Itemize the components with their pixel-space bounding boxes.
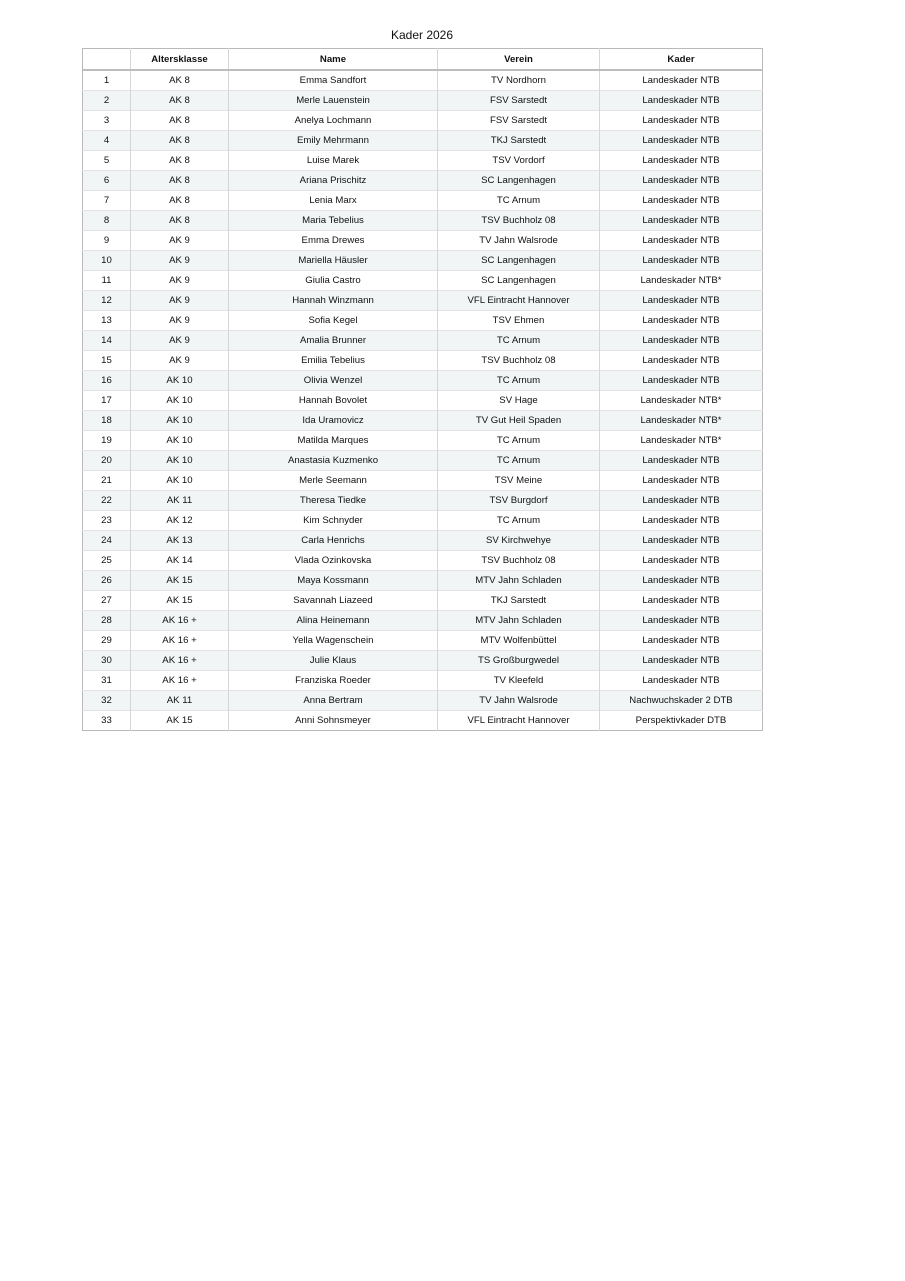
cell-name: Alina Heinemann xyxy=(229,611,438,631)
table-row xyxy=(83,691,763,711)
table-row xyxy=(83,511,763,531)
cell-altersklasse: AK 9 xyxy=(131,251,229,271)
cell-verein: FSV Sarstedt xyxy=(438,111,600,131)
cell-name: Anastasia Kuzmenko xyxy=(229,451,438,471)
cell-kader: Landeskader NTB xyxy=(600,211,763,231)
cell-name: Luise Marek xyxy=(229,151,438,171)
cell-kader: Landeskader NTB xyxy=(600,631,763,651)
cell-verein: TSV Ehmen xyxy=(438,311,600,331)
cell-nr: 25 xyxy=(101,555,112,566)
cell-verein: TV Gut Heil Spaden xyxy=(438,411,600,431)
cell-verein: TSV Buchholz 08 xyxy=(438,351,600,371)
cell-altersklasse: AK 9 xyxy=(131,291,229,311)
cell-nr: 32 xyxy=(83,691,131,711)
cell-verein: MTV Jahn Schladen xyxy=(438,611,600,631)
table-row xyxy=(83,251,763,271)
cell-nr: 1 xyxy=(103,75,110,86)
cell-nr: 24 xyxy=(83,531,131,551)
cell-name: Olivia Wenzel xyxy=(229,371,438,391)
table-header-row xyxy=(83,49,763,71)
cell-altersklasse: AK 9 xyxy=(131,331,229,351)
cell-verein: TC Arnum xyxy=(438,331,600,351)
cell-name: Matilda Marques xyxy=(229,431,438,451)
column-header-altersklasse: Altersklasse xyxy=(131,49,229,71)
table-row xyxy=(83,331,763,351)
cell-name: Anna Bertram xyxy=(229,691,438,711)
document-title: Kader 2026 xyxy=(390,28,454,42)
table-row xyxy=(83,531,763,551)
table-row xyxy=(83,91,763,111)
cell-verein: VFL Eintracht Hannover xyxy=(438,711,600,731)
cell-kader: Landeskader NTB xyxy=(600,171,763,191)
cell-altersklasse: AK 16 + xyxy=(131,651,229,671)
cell-name: Amalia Brunner xyxy=(229,331,438,351)
cell-nr: 27 xyxy=(101,595,112,606)
cell-kader: Landeskader NTB xyxy=(600,351,763,371)
cell-altersklasse: AK 10 xyxy=(131,451,229,471)
cell-verein: TC Arnum xyxy=(438,431,600,451)
cell-altersklasse: AK 10 xyxy=(131,391,229,411)
cell-altersklasse: AK 15 xyxy=(131,711,229,731)
table-row xyxy=(83,111,763,131)
cell-name: Carla Henrichs xyxy=(229,531,438,551)
cell-verein: TKJ Sarstedt xyxy=(438,591,600,611)
cell-name: Merle Seemann xyxy=(229,471,438,491)
cell-name: Sofia Kegel xyxy=(229,311,438,331)
table-row xyxy=(83,311,763,331)
cell-nr: 6 xyxy=(83,171,131,191)
table-row xyxy=(83,471,763,491)
cell-altersklasse: AK 16 + xyxy=(131,631,229,651)
cell-kader: Landeskader NTB xyxy=(600,551,763,571)
cell-verein: SC Langenhagen xyxy=(438,271,600,291)
cell-altersklasse: AK 8 xyxy=(131,151,229,171)
table-row xyxy=(83,151,763,171)
cell-nr: 28 xyxy=(83,611,131,631)
cell-nr: 4 xyxy=(83,131,131,151)
cell-name: Emily Mehrmann xyxy=(229,131,438,151)
cell-verein: SC Langenhagen xyxy=(438,251,600,271)
table-row xyxy=(83,231,763,251)
cell-verein: TSV Vordorf xyxy=(438,151,600,171)
cell-altersklasse: AK 15 xyxy=(131,591,229,611)
cell-verein: TSV Buchholz 08 xyxy=(438,551,600,571)
cell-altersklasse: AK 10 xyxy=(131,471,229,491)
cell-altersklasse: AK 9 xyxy=(131,311,229,331)
cell-verein: TS Großburgwedel xyxy=(438,651,600,671)
cell-nr: 19 xyxy=(101,435,112,446)
cell-nr: 23 xyxy=(101,515,112,526)
column-header-verein: Verein xyxy=(438,49,600,71)
cell-altersklasse: AK 9 xyxy=(131,351,229,371)
cell-altersklasse: AK 10 xyxy=(131,411,229,431)
cell-nr: 31 xyxy=(101,675,112,686)
cell-altersklasse: AK 13 xyxy=(131,531,229,551)
table-row xyxy=(83,491,763,511)
cell-kader: Landeskader NTB xyxy=(600,311,763,331)
cell-kader: Landeskader NTB xyxy=(600,231,763,251)
cell-nr: 30 xyxy=(83,651,131,671)
cell-altersklasse: AK 8 xyxy=(131,70,229,91)
cell-verein: TC Arnum xyxy=(438,191,600,211)
cell-name: Mariella Häusler xyxy=(229,251,438,271)
table-row xyxy=(83,711,763,731)
cell-verein: TV Jahn Walsrode xyxy=(438,691,600,711)
cell-altersklasse: AK 10 xyxy=(131,371,229,391)
cell-verein: MTV Jahn Schladen xyxy=(438,571,600,591)
cell-verein: SV Hage xyxy=(438,391,600,411)
cell-verein: FSV Sarstedt xyxy=(438,91,600,111)
cell-kader: Nachwuchskader 2 DTB xyxy=(600,691,763,711)
cell-kader: Landeskader NTB xyxy=(600,371,763,391)
cell-verein: TC Arnum xyxy=(438,511,600,531)
cell-nr: 16 xyxy=(83,371,131,391)
cell-kader: Landeskader NTB xyxy=(600,191,763,211)
cell-nr: 17 xyxy=(101,395,112,406)
cell-verein: TV Nordhorn xyxy=(438,70,600,91)
table-row xyxy=(83,70,763,91)
cell-name: Franziska Roeder xyxy=(229,671,438,691)
cell-altersklasse: AK 9 xyxy=(131,231,229,251)
cell-verein: TKJ Sarstedt xyxy=(438,131,600,151)
cell-kader: Landeskader NTB xyxy=(600,331,763,351)
cell-kader: Landeskader NTB xyxy=(600,611,763,631)
cell-altersklasse: AK 8 xyxy=(131,191,229,211)
cell-altersklasse: AK 16 + xyxy=(131,671,229,691)
table-row xyxy=(83,671,763,691)
table-row xyxy=(83,351,763,371)
cell-nr: 29 xyxy=(101,635,112,646)
cell-nr: 11 xyxy=(101,275,112,286)
cell-kader: Landeskader NTB xyxy=(600,671,763,691)
cell-verein: SV Kirchwehye xyxy=(438,531,600,551)
cell-name: Theresa Tiedke xyxy=(229,491,438,511)
cell-kader: Landeskader NTB xyxy=(600,591,763,611)
table-row xyxy=(83,631,763,651)
cell-altersklasse: AK 16 + xyxy=(131,611,229,631)
table-row xyxy=(83,431,763,451)
cell-kader: Landeskader NTB xyxy=(600,291,763,311)
table-row xyxy=(83,291,763,311)
cell-nr: 22 xyxy=(83,491,131,511)
cell-kader: Landeskader NTB xyxy=(600,531,763,551)
cell-altersklasse: AK 12 xyxy=(131,511,229,531)
cell-kader: Landeskader NTB xyxy=(600,651,763,671)
table-row xyxy=(83,611,763,631)
cell-verein: TC Arnum xyxy=(438,451,600,471)
cell-verein: TV Kleefeld xyxy=(438,671,600,691)
cell-kader: Landeskader NTB xyxy=(600,491,763,511)
table-row xyxy=(83,571,763,591)
cell-kader: Landeskader NTB xyxy=(600,111,763,131)
cell-kader: Landeskader NTB xyxy=(600,251,763,271)
cell-kader: Landeskader NTB xyxy=(600,91,763,111)
cell-kader: Landeskader NTB* xyxy=(600,391,763,411)
cell-name: Ida Uramovicz xyxy=(229,411,438,431)
cell-name: Maya Kossmann xyxy=(229,571,438,591)
cell-verein: MTV Wolfenbüttel xyxy=(438,631,600,651)
cell-altersklasse: AK 10 xyxy=(131,431,229,451)
cell-altersklasse: AK 9 xyxy=(131,271,229,291)
cell-verein: VFL Eintracht Hannover xyxy=(438,291,600,311)
cell-nr: 10 xyxy=(83,251,131,271)
cell-name: Kim Schnyder xyxy=(229,511,438,531)
table-row xyxy=(83,391,763,411)
cell-verein: TV Jahn Walsrode xyxy=(438,231,600,251)
cell-altersklasse: AK 11 xyxy=(131,491,229,511)
table-row xyxy=(83,451,763,471)
table-row xyxy=(83,271,763,291)
cell-kader: Landeskader NTB xyxy=(600,451,763,471)
column-header-name: Name xyxy=(229,49,438,71)
cell-kader: Landeskader NTB xyxy=(600,471,763,491)
cell-kader: Landeskader NTB xyxy=(600,70,763,91)
table-row xyxy=(83,591,763,611)
cell-altersklasse: AK 11 xyxy=(131,691,229,711)
cell-nr: 3 xyxy=(103,115,110,126)
cell-nr: 12 xyxy=(83,291,131,311)
cell-verein: SC Langenhagen xyxy=(438,171,600,191)
cell-kader: Landeskader NTB xyxy=(600,151,763,171)
cell-kader: Landeskader NTB xyxy=(600,131,763,151)
cell-nr: 9 xyxy=(103,235,110,246)
cell-kader: Landeskader NTB xyxy=(600,571,763,591)
cell-kader: Landeskader NTB xyxy=(600,511,763,531)
table-row xyxy=(83,411,763,431)
cell-name: Yella Wagenschein xyxy=(229,631,438,651)
column-header-kader: Kader xyxy=(600,49,763,71)
cell-verein: TSV Meine xyxy=(438,471,600,491)
table-row xyxy=(83,211,763,231)
table-row xyxy=(83,191,763,211)
cell-nr: 15 xyxy=(101,355,112,366)
cell-name: Emilia Tebelius xyxy=(229,351,438,371)
cell-kader: Perspektivkader DTB xyxy=(600,711,763,731)
cell-nr: 20 xyxy=(83,451,131,471)
cell-nr: 8 xyxy=(83,211,131,231)
cell-name: Hannah Bovolet xyxy=(229,391,438,411)
cell-nr: 26 xyxy=(83,571,131,591)
table-row xyxy=(83,551,763,571)
table-row xyxy=(83,171,763,191)
cell-altersklasse: AK 8 xyxy=(131,171,229,191)
cell-kader: Landeskader NTB* xyxy=(600,431,763,451)
cell-name: Vlada Ozinkovska xyxy=(229,551,438,571)
table-row xyxy=(83,651,763,671)
cell-verein: TSV Buchholz 08 xyxy=(438,211,600,231)
cell-nr: 13 xyxy=(101,315,112,326)
cell-kader: Landeskader NTB* xyxy=(600,271,763,291)
cell-verein: TC Arnum xyxy=(438,371,600,391)
cell-name: Lenia Marx xyxy=(229,191,438,211)
cell-altersklasse: AK 8 xyxy=(131,91,229,111)
column-header-nr xyxy=(83,49,131,71)
table-row xyxy=(83,371,763,391)
cell-nr: 18 xyxy=(83,411,131,431)
cell-name: Emma Drewes xyxy=(229,231,438,251)
cell-nr: 5 xyxy=(103,155,110,166)
cell-nr: 21 xyxy=(101,475,112,486)
cell-name: Savannah Liazeed xyxy=(229,591,438,611)
cell-nr: 7 xyxy=(103,195,110,206)
cell-name: Anni Sohnsmeyer xyxy=(229,711,438,731)
cell-name: Giulia Castro xyxy=(229,271,438,291)
cell-name: Ariana Prischitz xyxy=(229,171,438,191)
table-row xyxy=(83,131,763,151)
cell-nr: 2 xyxy=(83,91,131,111)
cell-altersklasse: AK 15 xyxy=(131,571,229,591)
cell-nr: 14 xyxy=(83,331,131,351)
cell-kader: Landeskader NTB* xyxy=(600,411,763,431)
cell-nr: 33 xyxy=(101,715,112,726)
cell-altersklasse: AK 8 xyxy=(131,131,229,151)
kader-table xyxy=(82,48,763,731)
cell-name: Hannah Winzmann xyxy=(229,291,438,311)
cell-verein: TSV Burgdorf xyxy=(438,491,600,511)
cell-altersklasse: AK 8 xyxy=(131,111,229,131)
table-body xyxy=(83,70,763,731)
cell-altersklasse: AK 8 xyxy=(131,211,229,231)
cell-altersklasse: AK 14 xyxy=(131,551,229,571)
cell-name: Maria Tebelius xyxy=(229,211,438,231)
cell-name: Merle Lauenstein xyxy=(229,91,438,111)
cell-name: Julie Klaus xyxy=(229,651,438,671)
cell-name: Emma Sandfort xyxy=(229,70,438,91)
cell-name: Anelya Lochmann xyxy=(229,111,438,131)
